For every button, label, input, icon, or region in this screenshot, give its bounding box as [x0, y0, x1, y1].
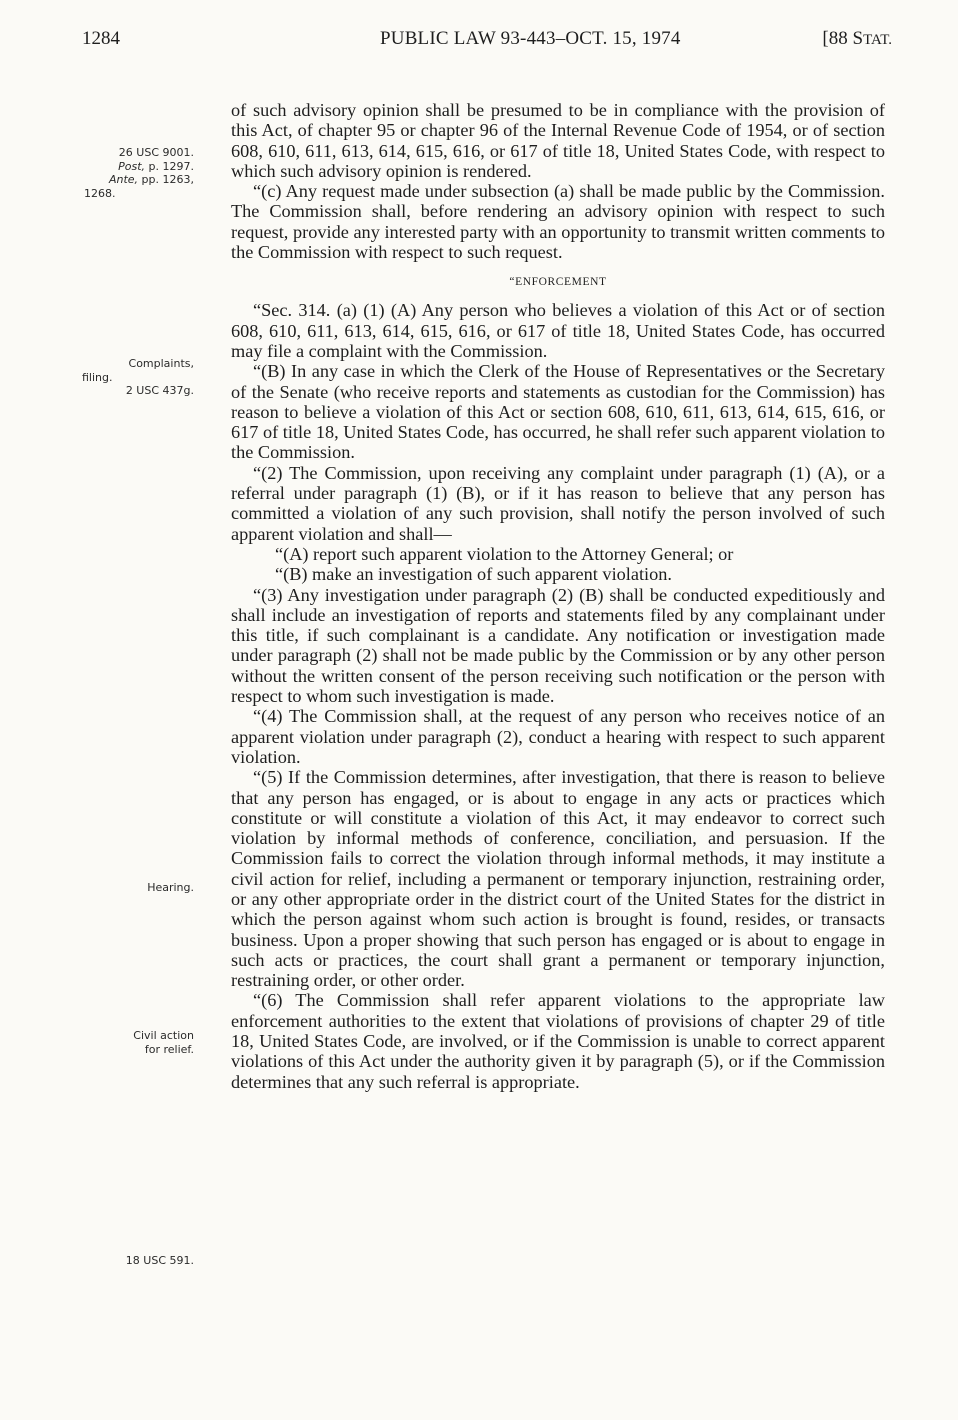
paragraph-2a: “(A) report such apparent violation to the Attorney General; or: [275, 543, 734, 564]
paragraph-5: “(5) If the Commission determines, after investigation, that there is reason to believe that any person has engaged, or is about to engage in any acts or practices which constitute or will constitute a violation of this Act, it may endeavor to correct such violation by informal methods of conference, conciliation, and persuasion. If the Commission fails to correct the violation through informal methods, it may institute a civil action for relief, including a permanent or temporary injunction, restraining order, or any other appropriate order in the district court of the United States for the district in which the person against whom such action is brought is found, resides, or transacts business. Upon a proper showing that such person has engaged or is about to engage in such acts or practices, the court shall grant a permanent or temporary injunction, restraining order, or other order.: [231, 767, 885, 991]
margin-line: for relief.: [144, 1042, 194, 1056]
paragraph-6: “(6) The Commission shall refer apparent violations to the appropriate law enforcement authorities to the extent that violations of provisions of chapter 29 of title 18, United States Code, are involved, or if the Commission is unable to correct apparent violations of this Act under the authority given it by paragraph (5), or if the Commission determines that any such referral is appropriate.: [231, 990, 885, 1092]
margin-line: 18 USC 591.: [125, 1254, 194, 1267]
margin-note-hearing: [64, 881, 194, 895]
statute-suffix: TAT.: [863, 32, 892, 48]
margin-note-citations: [64, 146, 194, 200]
margin-text: pp. 1263,: [138, 173, 194, 186]
margin-line: filing.: [82, 370, 113, 384]
paragraph-4: “(4) The Commission shall, at the request of any person who receives notice of an apparent violation under paragraph (2), conduct a hearing with respect to such apparent violation.: [231, 706, 885, 767]
margin-line: [64, 160, 194, 174]
paragraph-intro: of such advisory opinion shall be presumed to be in compliance with the provision of this Act, of chapter 95 or chapter 96 of the Internal Revenue Code of 1954, or of section 608, 610, 611, 613, 614, 615, 616, or 617 of title 18, United States Code, with respect to which such advisory opinion is rendered.: [231, 100, 885, 181]
body-text: [231, 100, 885, 1092]
margin-label: Ante,: [108, 173, 139, 186]
paragraph-sec-314: “Sec. 314. (a) (1) (A) Any person who believes a violation of this Act or of section 608, 610, 611, 613, 614, 615, 616, or 617 of title 18, United States Code, has occurred may file a complaint with the Commission.: [231, 300, 885, 361]
margin-line: 1268.: [84, 186, 116, 200]
margin-line: Hearing.: [147, 881, 194, 894]
statute-prefix: [88 S: [822, 28, 864, 49]
paragraph-3: “(3) Any investigation under paragraph (2) (B) shall be conducted expeditiously and shall include an investigation of reports and statements filed by any complainant under this title, if such complainant is a candidate. Any notification or investigation made under paragraph (2) shall not be made public by the Commission or by any other person without the written consent of the person receiving such notification or the person with respect to whom such investigation is made.: [231, 584, 885, 707]
page-header: [82, 28, 892, 58]
margin-line: Civil action: [133, 1029, 194, 1042]
statute-reference: [822, 28, 892, 50]
paragraph-1b: “(B) In any case in which the Clerk of the House of Representatives or the Secretary of the Senate (who receive reports and statements as custodian for the Commission) has reason to believe a violation of this Act or section 608, 610, 611, 613, 614, 615, 616, or 617 of title 18, United States Code, has occurred, he shall refer such apparent violation to the Commission.: [231, 361, 885, 463]
margin-line: 2 USC 437g.: [125, 384, 194, 397]
margin-line: [64, 173, 194, 187]
paragraph-c: “(c) Any request made under subsection (a) shall be made public by the Commission. The Commission shall, before rendering an advisory opinion with respect to such request, provide any interested party with an opportunity to transmit written comments to the Commission with respect to such request.: [231, 181, 885, 263]
section-heading: “ENFORCEMENT: [509, 276, 607, 289]
margin-line: Complaints,: [128, 357, 194, 370]
margin-note-complaints: [64, 357, 194, 398]
paragraph-2b: “(B) make an investigation of such apparent violation.: [275, 564, 672, 585]
margin-note-civil-action: [64, 1029, 194, 1056]
margin-note-usc-591: [64, 1254, 194, 1268]
page-number: 1284: [82, 28, 120, 49]
margin-label: Post,: [118, 159, 146, 173]
paragraph-2: “(2) The Commission, upon receiving any complaint under paragraph (1) (A), or a referral under paragraph (1) (B), or if it has reason to believe that any person has committed a violation of any such provision, shall notify the person involved of such apparent violation and shall—: [231, 462, 885, 544]
margin-line: 26 USC 9001.: [118, 146, 194, 159]
margin-text: p. 1297.: [145, 159, 194, 173]
running-title: PUBLIC LAW 93-443–OCT. 15, 1974: [380, 28, 681, 49]
